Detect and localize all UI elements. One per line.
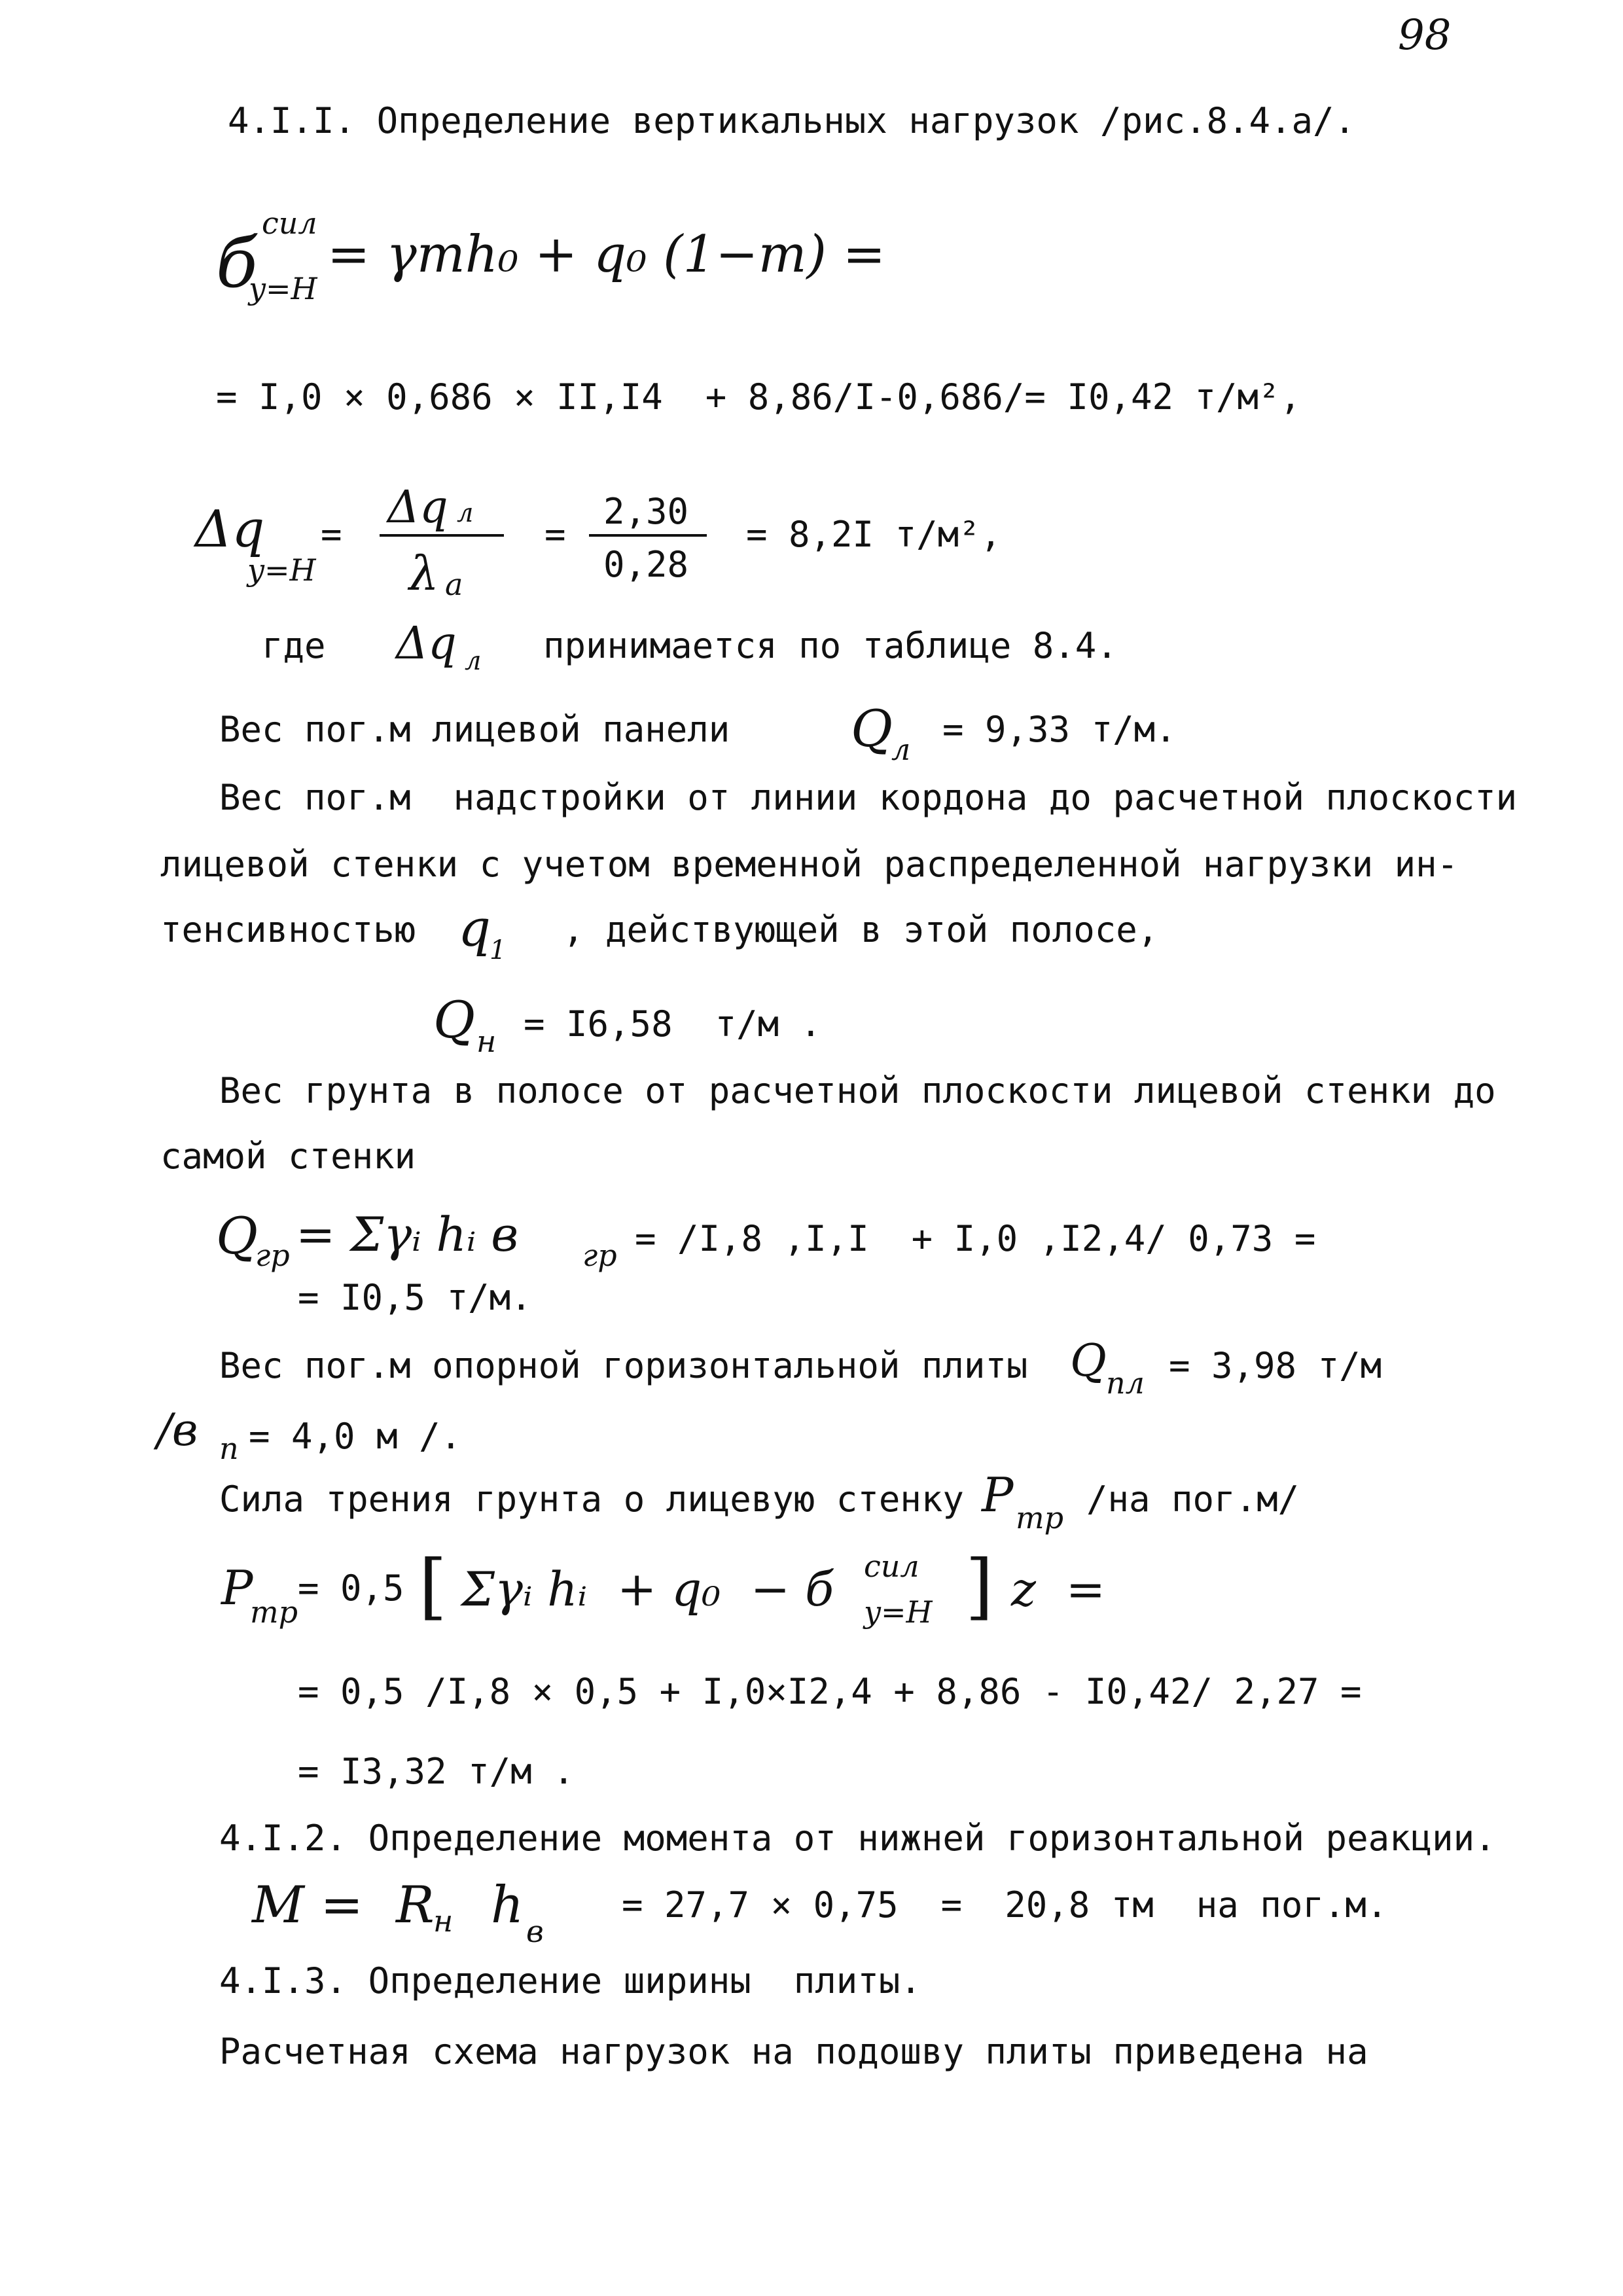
delta-q-numerator-sub: л xyxy=(457,498,474,528)
moment-h: h xyxy=(491,1876,524,1935)
delta-q-fraction-bar xyxy=(380,534,504,537)
qgr-sum: = Σγᵢ hᵢ в xyxy=(296,1207,519,1262)
where-symbol: Δq xyxy=(396,618,457,670)
delta-q-eq2: = xyxy=(544,514,566,555)
friction-label: Сила трения грунта о лицевую стенку xyxy=(219,1479,964,1520)
plate-width: /в xyxy=(157,1405,198,1456)
heading-4-1-3: 4.I.3. Определение ширины плиты. xyxy=(219,1960,921,2001)
delta-q-lhs: Δq xyxy=(195,500,265,559)
panel-symbol: Q xyxy=(851,700,893,759)
ptr-symbol-sub: тр xyxy=(250,1594,298,1630)
delta-q-denominator-value: 0,28 xyxy=(603,544,689,585)
friction-unit: /на пог.м/ xyxy=(1086,1479,1300,1520)
qn-symbol: Q xyxy=(433,991,475,1050)
plate-symbol-sub: пл xyxy=(1106,1365,1145,1401)
formula-sigma-sub: y=H xyxy=(249,271,317,306)
panel-label: Вес пог.м лицевой панели xyxy=(219,709,730,750)
para2-line1: Вес грунта в полосе от расчетной плоскости лицевой стенки до xyxy=(219,1070,1496,1111)
plate-value: = 3,98 т/м xyxy=(1169,1345,1382,1386)
plate-symbol: Q xyxy=(1070,1335,1107,1387)
para1-line3-start: тенсивностью xyxy=(160,909,416,950)
plate-width-value: = 4,0 м /. xyxy=(249,1416,462,1457)
ptr-result: = I3,32 т/м . xyxy=(298,1751,575,1792)
qn-symbol-sub: н xyxy=(476,1024,497,1059)
heading-4-1-1: 4.I.I. Определение вертикальных нагрузок /рис.8.4.а/. xyxy=(228,100,1356,141)
ptr-inner-sub: y=H xyxy=(864,1594,933,1630)
formula-sigma-symbol: б xyxy=(216,223,258,303)
moment-h-sub: в xyxy=(526,1914,544,1949)
where-prefix: где xyxy=(262,625,326,666)
delta-q-lhs-sub: y=H xyxy=(247,552,316,588)
closing-line: Расчетная схема нагрузок на подошву плиты приведена на xyxy=(219,2031,1368,2072)
delta-q-denominator-sub: a xyxy=(445,567,463,602)
qgr-calc: = /I,8 ,I,I + I,0 ,I2,4/ 0,73 = xyxy=(635,1218,1316,1259)
friction-symbol-sub: тр xyxy=(1016,1500,1064,1535)
para1-symbol-sub: 1 xyxy=(490,935,507,965)
where-symbol-sub: л xyxy=(465,646,482,676)
formula-sigma-calc: = I,0 × 0,686 × II,I4 + 8,86/I-0,686/= I0,42 т/м², xyxy=(216,376,1302,418)
ptr-inner: Σγᵢ hᵢ + q₀ − б xyxy=(461,1562,834,1617)
moment-r-sub: н xyxy=(433,1903,454,1939)
ptr-tail: z = xyxy=(1011,1562,1106,1617)
panel-value: = 9,33 т/м. xyxy=(942,709,1177,750)
ptr-calc: = 0,5 /I,8 × 0,5 + I,0×I2,4 + 8,86 - I0,42/ 2,27 = xyxy=(298,1671,1362,1712)
ptr-bracket-close: ] xyxy=(965,1544,993,1628)
friction-symbol: P xyxy=(982,1467,1014,1522)
ptr-bracket-open: [ xyxy=(419,1544,447,1628)
delta-q-value-bar xyxy=(589,534,707,537)
delta-q-numerator: Δq xyxy=(387,482,448,533)
ptr-symbol: P xyxy=(221,1560,253,1615)
where-text: принимается по таблице 8.4. xyxy=(543,625,1118,666)
qgr-symbol: Q xyxy=(216,1207,258,1266)
para1-line2: лицевой стенки с учетом временной распределенной нагрузки ин- xyxy=(160,844,1459,885)
moment-calc: = 27,7 × 0,75 = 20,8 тм на пог.м. xyxy=(622,1884,1388,1926)
moment-lhs: M = xyxy=(252,1876,364,1935)
qn-value: = I6,58 т/м . xyxy=(524,1003,822,1045)
para1-line1: Вес пог.м надстройки от линии кордона до расчетной плоскости xyxy=(219,777,1518,818)
delta-q-denominator: λ xyxy=(409,546,439,601)
heading-4-1-2: 4.I.2. Определение момента от нижней горизонтальной реакции. xyxy=(219,1818,1496,1859)
plate-width-sub: п xyxy=(219,1431,239,1466)
plate-label: Вес пог.м опорной горизонтальной плиты xyxy=(219,1345,1028,1386)
delta-q-numerator-value: 2,30 xyxy=(603,491,689,532)
ptr-eq: = 0,5 xyxy=(298,1568,404,1609)
formula-sigma-rhs: = γmh₀ + q₀ (1−m) = xyxy=(327,225,886,284)
qgr-result: = I0,5 т/м. xyxy=(298,1277,532,1318)
para2-line2: самой стенки xyxy=(160,1136,416,1177)
para1-line3-end: , действующей в этой полосе, xyxy=(563,909,1159,950)
moment-r: R xyxy=(396,1876,435,1935)
page-number: 98 xyxy=(1398,11,1452,60)
delta-q-eq1: = xyxy=(321,514,342,555)
delta-q-result: = 8,2I т/м², xyxy=(746,514,1002,555)
panel-symbol-sub: л xyxy=(891,732,911,767)
qgr-sum-sub: гр xyxy=(582,1238,617,1273)
para1-symbol: q xyxy=(458,899,491,958)
formula-sigma-sup: сил xyxy=(262,206,317,241)
ptr-inner-sup: сил xyxy=(864,1549,919,1584)
qgr-symbol-sub: гр xyxy=(255,1238,290,1273)
